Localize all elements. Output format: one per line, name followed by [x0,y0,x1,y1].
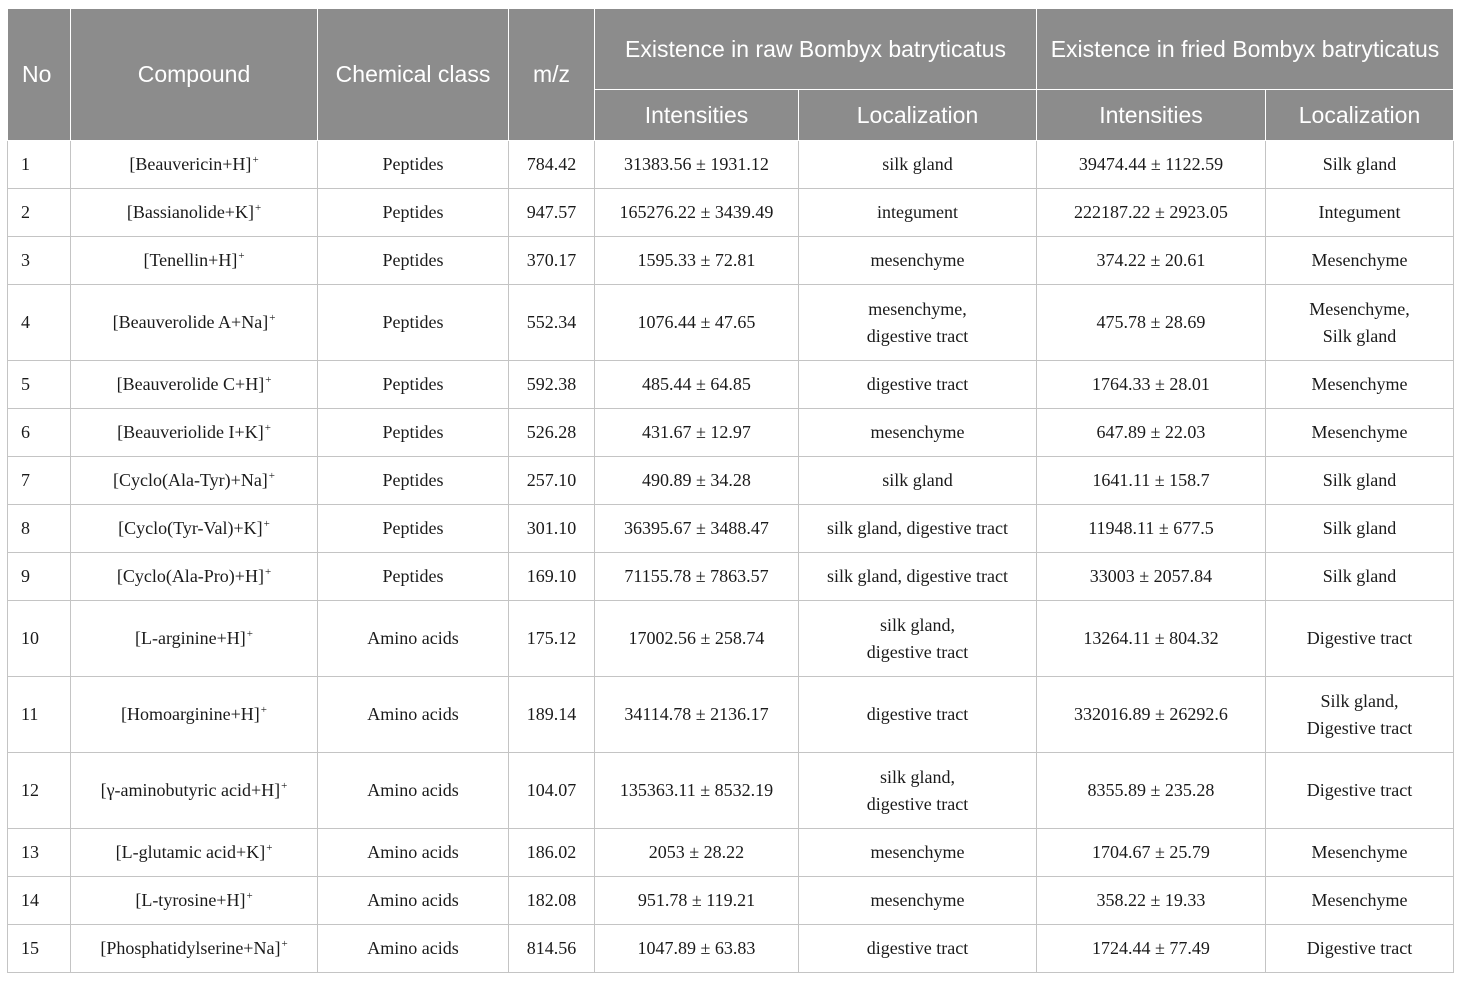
row-fried-intensity: 1724.44 ± 77.49 [1037,925,1266,973]
localization-line: digestive tract [866,374,969,394]
table-row [8,361,1454,409]
row-mz: 784.42 [509,141,595,189]
table-row [8,189,1454,237]
row-raw-intensity: 490.89 ± 34.28 [595,457,799,505]
localization-line: Integument [1318,202,1401,222]
row-raw-intensity: 1595.33 ± 72.81 [595,237,799,285]
row-fried-intensity: 1764.33 ± 28.01 [1037,361,1266,409]
localization-line: Digestive tract [1306,780,1413,800]
row-no: 7 [8,457,71,505]
row-compound [71,553,318,601]
row-raw-intensity: 1076.44 ± 47.65 [595,285,799,361]
header-mz: m/z [509,9,595,141]
row-raw-localization [799,829,1037,877]
row-no: 4 [8,285,71,361]
row-no: 1 [8,141,71,189]
row-chemical-class: Amino acids [318,829,509,877]
row-compound [71,925,318,973]
localization-line: digestive tract [866,793,969,814]
row-no: 9 [8,553,71,601]
row-chemical-class: Peptides [318,361,509,409]
table-header [8,9,1454,141]
row-raw-localization [799,677,1037,753]
localization-line: silk gland, digestive tract [827,566,1008,586]
table-row [8,409,1454,457]
header-raw-intensities: Intensities [595,90,799,141]
row-fried-localization [1266,237,1454,285]
row-chemical-class: Peptides [318,409,509,457]
compound-name: [Cyclo(Tyr-Val)+K] [118,518,263,538]
row-fried-intensity: 374.22 ± 20.61 [1037,237,1266,285]
row-mz: 169.10 [509,553,595,601]
compound-name: [Cyclo(Ala-Tyr)+Na] [112,470,268,490]
row-mz: 814.56 [509,925,595,973]
row-raw-intensity: 135363.11 ± 8532.19 [595,753,799,829]
row-mz: 182.08 [509,877,595,925]
row-compound [71,457,318,505]
table-row [8,925,1454,973]
row-compound [71,505,318,553]
charge-superscript: + [268,470,276,482]
row-chemical-class: Amino acids [318,677,509,753]
row-fried-localization [1266,677,1454,753]
row-compound [71,237,318,285]
row-mz: 175.12 [509,601,595,677]
charge-superscript: + [281,780,288,792]
row-no: 2 [8,189,71,237]
charge-superscript: + [265,374,272,386]
row-raw-intensity: 951.78 ± 119.21 [595,877,799,925]
row-raw-intensity: 165276.22 ± 3439.49 [595,189,799,237]
localization-line: silk gland, [880,766,955,787]
row-compound [71,829,318,877]
localization-line: mesenchyme [870,842,965,862]
table-row [8,237,1454,285]
compound-name: [γ-aminobutyric acid+H] [100,780,281,800]
localization-line: Mesenchyme [1311,890,1408,910]
row-compound [71,601,318,677]
row-mz: 257.10 [509,457,595,505]
compound-name: [L-tyrosine+H] [135,890,246,910]
localization-line: mesenchyme [870,422,965,442]
row-fried-localization [1266,189,1454,237]
row-fried-intensity: 1641.11 ± 158.7 [1037,457,1266,505]
row-raw-localization [799,601,1037,677]
compound-name: [Phosphatidylserine+Na] [100,938,281,958]
row-fried-intensity: 39474.44 ± 1122.59 [1037,141,1266,189]
localization-line: digestive tract [866,325,969,346]
localization-line: silk gland [882,470,953,490]
localization-line: mesenchyme [870,250,965,270]
table-row [8,285,1454,361]
row-raw-localization [799,361,1037,409]
row-raw-intensity: 431.67 ± 12.97 [595,409,799,457]
row-fried-intensity: 13264.11 ± 804.32 [1037,601,1266,677]
row-raw-intensity: 31383.56 ± 1931.12 [595,141,799,189]
localization-line: silk gland [882,154,953,174]
localization-line: Silk gland [1322,566,1397,586]
compound-name: [Beauveriolide I+K] [117,422,264,442]
row-fried-localization [1266,553,1454,601]
localization-line: digestive tract [866,938,969,958]
localization-line: silk gland, digestive tract [827,518,1008,538]
localization-line: digestive tract [866,641,969,662]
row-no: 15 [8,925,71,973]
compound-name: [Beauverolide C+H] [116,374,265,394]
row-no: 10 [8,601,71,677]
row-raw-intensity: 34114.78 ± 2136.17 [595,677,799,753]
row-raw-localization [799,141,1037,189]
row-mz: 370.17 [509,237,595,285]
row-mz: 186.02 [509,829,595,877]
row-compound [71,361,318,409]
row-raw-localization [799,877,1037,925]
compound-name: [Homoarginine+H] [120,704,260,724]
header-compound: Compound [71,9,318,141]
row-fried-localization [1266,829,1454,877]
row-no: 12 [8,753,71,829]
row-raw-localization [799,237,1037,285]
row-no: 8 [8,505,71,553]
row-fried-intensity: 1704.67 ± 25.79 [1037,829,1266,877]
table-row [8,877,1454,925]
compound-name: [L-arginine+H] [135,628,246,648]
charge-superscript: + [260,704,267,716]
charge-superscript: + [252,154,259,166]
header-no: No [8,9,71,141]
row-raw-intensity: 485.44 ± 64.85 [595,361,799,409]
row-fried-intensity: 358.22 ± 19.33 [1037,877,1266,925]
localization-line: Digestive tract [1306,628,1413,648]
compound-name: [Beauvericin+H] [129,154,252,174]
row-chemical-class: Peptides [318,457,509,505]
row-raw-localization [799,409,1037,457]
row-compound [71,409,318,457]
row-raw-intensity: 17002.56 ± 258.74 [595,601,799,677]
row-chemical-class: Amino acids [318,601,509,677]
table-row [8,677,1454,753]
row-fried-localization [1266,925,1454,973]
charge-superscript: + [264,566,272,578]
row-fried-intensity: 33003 ± 2057.84 [1037,553,1266,601]
table-row [8,141,1454,189]
localization-line: digestive tract [866,704,969,724]
table-row [8,505,1454,553]
localization-line: mesenchyme, [868,298,967,319]
localization-line: Mesenchyme [1311,374,1408,394]
localization-line: Silk gland [1322,325,1397,346]
row-fried-localization [1266,409,1454,457]
localization-line: Digestive tract [1306,717,1413,738]
table-row [8,457,1454,505]
row-raw-localization [799,925,1037,973]
row-chemical-class: Peptides [318,189,509,237]
row-mz: 947.57 [509,189,595,237]
row-fried-intensity: 647.89 ± 22.03 [1037,409,1266,457]
row-raw-intensity: 2053 ± 28.22 [595,829,799,877]
header-fried-group: Existence in fried Bombyx batryticatus [1037,9,1454,90]
row-mz: 526.28 [509,409,595,457]
localization-line: Mesenchyme [1311,842,1408,862]
localization-line: Silk gland [1322,470,1397,490]
header-raw-localization: Localization [799,90,1037,141]
row-fried-localization [1266,457,1454,505]
localization-line: Silk gland [1322,518,1397,538]
row-raw-localization [799,553,1037,601]
row-no: 13 [8,829,71,877]
table-row [8,601,1454,677]
table-row [8,553,1454,601]
row-no: 3 [8,237,71,285]
charge-superscript: + [246,628,253,640]
row-fried-localization [1266,877,1454,925]
charge-superscript: + [281,938,288,950]
row-compound [71,189,318,237]
row-no: 6 [8,409,71,457]
row-chemical-class: Amino acids [318,925,509,973]
row-raw-intensity: 1047.89 ± 63.83 [595,925,799,973]
row-raw-localization [799,189,1037,237]
compound-table [7,8,1454,973]
row-compound [71,141,318,189]
row-mz: 552.34 [509,285,595,361]
row-fried-intensity: 332016.89 ± 26292.6 [1037,677,1266,753]
localization-line: integument [877,202,958,222]
charge-superscript: + [264,422,271,434]
localization-line: Digestive tract [1306,938,1413,958]
row-fried-localization [1266,601,1454,677]
row-mz: 301.10 [509,505,595,553]
row-mz: 592.38 [509,361,595,409]
compound-name: [Beauverolide A+Na] [112,312,269,332]
compound-name: [Cyclo(Ala-Pro)+H] [116,566,264,586]
row-chemical-class: Amino acids [318,877,509,925]
localization-line: Silk gland [1322,154,1397,174]
charge-superscript: + [238,250,245,262]
row-chemical-class: Peptides [318,237,509,285]
row-fried-localization [1266,141,1454,189]
localization-line: Silk gland, [1320,690,1399,711]
row-raw-localization [799,505,1037,553]
charge-superscript: + [263,518,270,530]
header-raw-group: Existence in raw Bombyx batryticatus [595,9,1037,90]
localization-line: Mesenchyme, [1309,298,1410,319]
row-fried-localization [1266,753,1454,829]
charge-superscript: + [246,890,253,902]
compound-name: [Tenellin+H] [143,250,238,270]
localization-line: mesenchyme [870,890,965,910]
row-chemical-class: Amino acids [318,753,509,829]
localization-line: silk gland, [880,614,955,635]
row-fried-localization [1266,505,1454,553]
row-fried-intensity: 475.78 ± 28.69 [1037,285,1266,361]
charge-superscript: + [269,312,276,324]
row-raw-localization [799,285,1037,361]
localization-line: Mesenchyme [1311,422,1408,442]
row-compound [71,285,318,361]
charge-superscript: + [266,842,273,854]
table-row [8,829,1454,877]
row-fried-intensity: 11948.11 ± 677.5 [1037,505,1266,553]
compound-name: [L-glutamic acid+K] [115,842,266,862]
header-chemical-class: Chemical class [318,9,509,141]
row-mz: 189.14 [509,677,595,753]
row-chemical-class: Peptides [318,553,509,601]
row-no: 5 [8,361,71,409]
header-fried-intensities: Intensities [1037,90,1266,141]
row-no: 11 [8,677,71,753]
row-fried-localization [1266,285,1454,361]
row-chemical-class: Peptides [318,285,509,361]
row-compound [71,677,318,753]
charge-superscript: + [254,202,262,214]
row-raw-intensity: 36395.67 ± 3488.47 [595,505,799,553]
row-fried-intensity: 8355.89 ± 235.28 [1037,753,1266,829]
row-raw-localization [799,753,1037,829]
row-raw-localization [799,457,1037,505]
row-fried-intensity: 222187.22 ± 2923.05 [1037,189,1266,237]
row-no: 14 [8,877,71,925]
table-row [8,753,1454,829]
header-fried-localization: Localization [1266,90,1454,141]
row-compound [71,877,318,925]
compound-name: [Bassianolide+K] [126,202,254,222]
row-mz: 104.07 [509,753,595,829]
localization-line: Mesenchyme [1311,250,1408,270]
row-raw-intensity: 71155.78 ± 7863.57 [595,553,799,601]
row-fried-localization [1266,361,1454,409]
row-compound [71,753,318,829]
table-body [8,141,1454,973]
row-chemical-class: Peptides [318,505,509,553]
compound-table-container [7,8,1453,973]
row-chemical-class: Peptides [318,141,509,189]
